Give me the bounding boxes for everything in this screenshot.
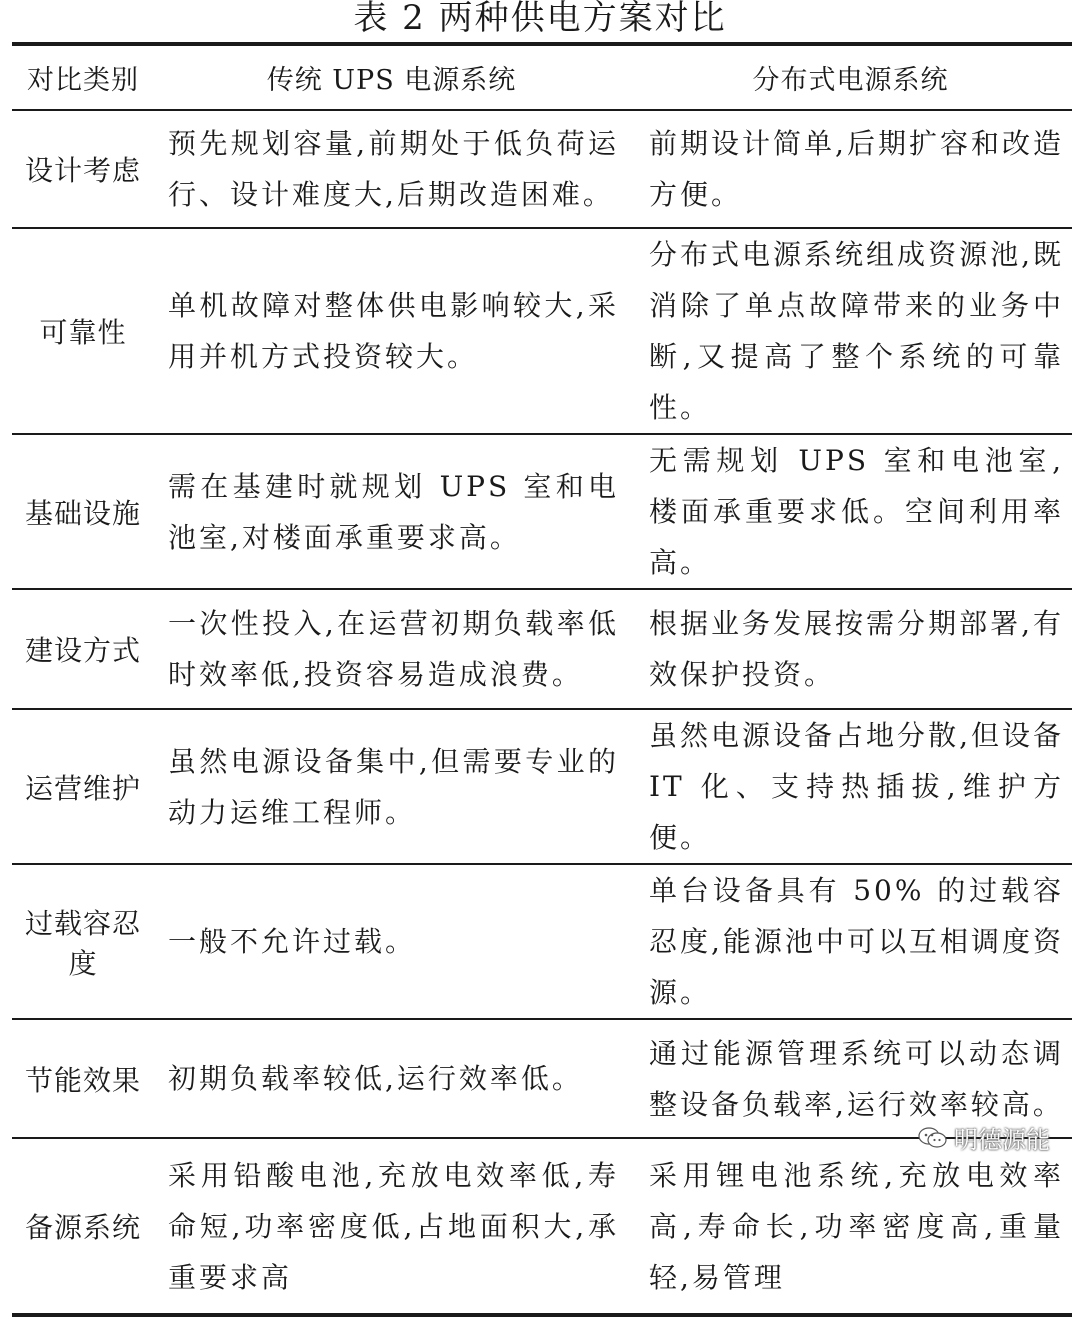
- row-distributed-cell: 单台设备具有 50% 的过载容忍度,能源池中可以互相调度资源。: [629, 864, 1072, 1019]
- row-category: 可靠性: [12, 228, 154, 434]
- row-ups-cell: 预先规划容量,前期处于低负荷运行、设计难度大,后期改造困难。: [154, 110, 629, 228]
- header-ups: 传统 UPS 电源系统: [154, 44, 629, 110]
- row-ups-cell: 初期负载率较低,运行效率低。: [154, 1019, 629, 1138]
- comparison-table: [12, 42, 1072, 1317]
- row-distributed-cell: 分布式电源系统组成资源池,既消除了单点故障带来的业务中断,又提高了整个系统的可靠性。: [629, 228, 1072, 434]
- row-ups-cell: 虽然电源设备集中,但需要专业的动力运维工程师。: [154, 709, 629, 864]
- row-ups-cell: 需在基建时就规划 UPS 室和电池室,对楼面承重要求高。: [154, 434, 629, 589]
- row-ups-cell: 一次性投入,在运营初期负载率低时效率低,投资容易造成浪费。: [154, 589, 629, 709]
- table-row: [12, 864, 1072, 1019]
- table-title: 表 2 两种供电方案对比: [353, 0, 727, 38]
- table-row: [12, 1019, 1072, 1138]
- table-row: [12, 228, 1072, 434]
- row-distributed-cell: 根据业务发展按需分期部署,有效保护投资。: [629, 589, 1072, 709]
- row-ups-cell: 单机故障对整体供电影响较大,采用并机方式投资较大。: [154, 228, 629, 434]
- table-row: [12, 1138, 1072, 1315]
- row-category: 备源系统: [24, 1211, 141, 1244]
- table-row: [12, 589, 1072, 709]
- row-ups-cell: 采用铅酸电池,充放电效率低,寿命短,功率密度低,占地面积大,承重要求高: [168, 1158, 619, 1294]
- row-category: 基础设施: [12, 434, 154, 589]
- table-row: [12, 709, 1072, 864]
- comparison-table-container: [12, 42, 1072, 1317]
- row-distributed-cell: 采用锂电池系统,充放电效率高,寿命长,功率密度高,重量轻,易管理: [649, 1158, 1064, 1294]
- table-header-row: [12, 44, 1072, 110]
- row-category: 节能效果: [12, 1019, 154, 1138]
- row-category: 设计考虑: [12, 110, 154, 228]
- table-row: [12, 110, 1072, 228]
- row-distributed-cell: 虽然电源设备占地分散,但设备 IT 化、支持热插拔,维护方便。: [629, 709, 1072, 864]
- table-row: [12, 434, 1072, 589]
- row-category: 运营维护: [12, 709, 154, 864]
- header-distributed: 分布式电源系统: [629, 44, 1072, 110]
- wechat-icon: [918, 1126, 948, 1150]
- row-category: 过载容忍度: [12, 864, 154, 1019]
- watermark-text: 明德源能: [954, 1126, 1050, 1154]
- row-distributed-cell: 无需规划 UPS 室和电池室,楼面承重要求低。空间利用率高。: [629, 434, 1072, 589]
- row-distributed-cell: 前期设计简单,后期扩容和改造方便。: [629, 110, 1072, 228]
- row-category: 建设方式: [12, 589, 154, 709]
- header-category: 对比类别: [12, 44, 154, 110]
- row-distributed-cell: 通过能源管理系统可以动态调整设备负载率,运行效率较高。: [629, 1019, 1072, 1138]
- row-ups-cell: 一般不允许过载。: [154, 864, 629, 1019]
- watermark: [918, 1120, 1050, 1155]
